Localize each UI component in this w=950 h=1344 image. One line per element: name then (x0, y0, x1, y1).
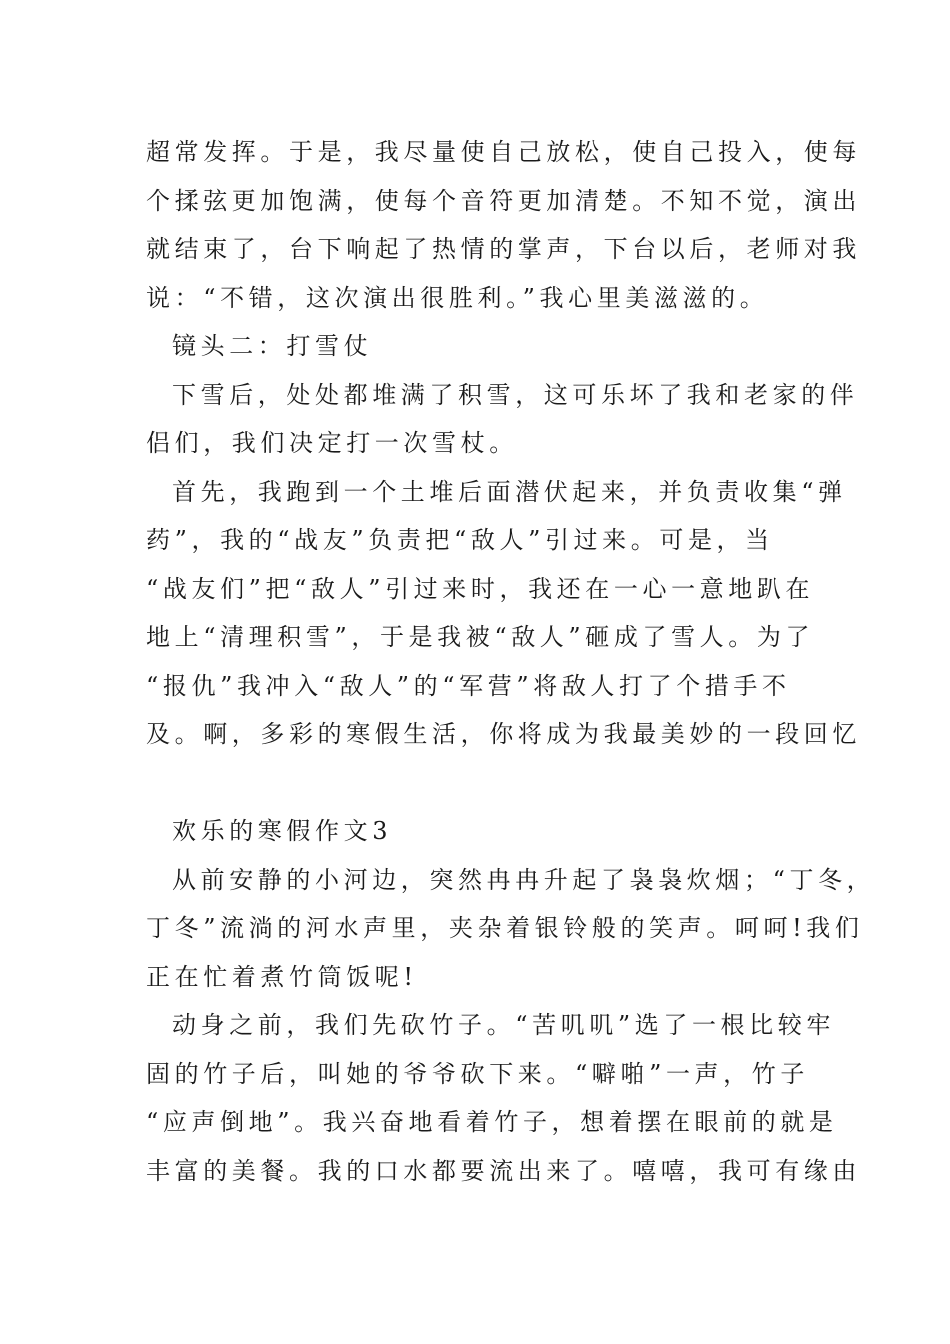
text-line: 动身之前，我们先砍竹子。“苦叽叽”选了一根比较牢 (172, 1011, 835, 1039)
text-line: 丁冬”流淌的河水声里，夹杂着银铃般的笑声。呵呵!我们 (146, 914, 864, 942)
document-body (146, 128, 876, 1195)
paragraph-snowball-fight (146, 468, 861, 759)
paragraph-performance (146, 128, 861, 322)
text-line: “报仇”我冲入“敌人”的“军营”将敌人打了个措手不 (146, 671, 791, 700)
text-line: 正在忙着煮竹筒饭呢! (146, 962, 418, 991)
blank-line (146, 759, 806, 808)
text-line: 说：“不错，这次演出很胜利。”我心里美滋滋的。 (146, 283, 769, 312)
text-line: 超常发挥。于是，我尽量使自己放松，使自己投入，使每 (146, 138, 861, 166)
section-heading-shot2: 镜头二：打雪仗 (172, 332, 373, 360)
text-line: 侣们，我们决定打一次雪杖。 (146, 429, 518, 457)
text-line: “应声倒地”。我兴奋地看着竹子，想着摆在眼前的就是 (146, 1108, 838, 1136)
paragraph-bamboo (146, 1001, 861, 1195)
essay-title: 欢乐的寒假作文3 (172, 817, 393, 845)
paragraph-river (146, 856, 876, 1002)
paragraph-snow (146, 371, 859, 468)
text-line: 丰富的美餐。我的口水都要流出来了。嘻嘻，我可有缘由 (146, 1156, 861, 1185)
text-line: 药”，我的“战友”负责把“敌人”引过来。可是，当 (146, 526, 774, 554)
text-line: 下雪后，处处都堆满了积雪，这可乐坏了我和老家的伴 (172, 380, 859, 409)
text-line: “战友们”把“敌人”引过来时，我还在一心一意地趴在 (146, 574, 815, 603)
text-line: 个揉弦更加饱满，使每个音符更加清楚。不知不觉，演出 (146, 186, 861, 215)
text-line: 固的竹子后，叫她的爷爷砍下来。“噼啪”一声，竹子 (146, 1059, 809, 1088)
text-line: 从前安静的小河边，突然冉冉升起了袅袅炊烟；“丁冬， (172, 865, 876, 894)
text-line: 及。啊，多彩的寒假生活，你将成为我最美妙的一段回忆 (146, 720, 861, 748)
text-line: 首先，我跑到一个土堆后面潜伏起来，并负责收集“弹 (172, 477, 847, 506)
text-line: 就结束了，台下响起了热情的掌声，下台以后，老师对我 (146, 235, 861, 263)
text-line: 地上“清理积雪”，于是我被“敌人”砸成了雪人。为了 (146, 623, 815, 651)
